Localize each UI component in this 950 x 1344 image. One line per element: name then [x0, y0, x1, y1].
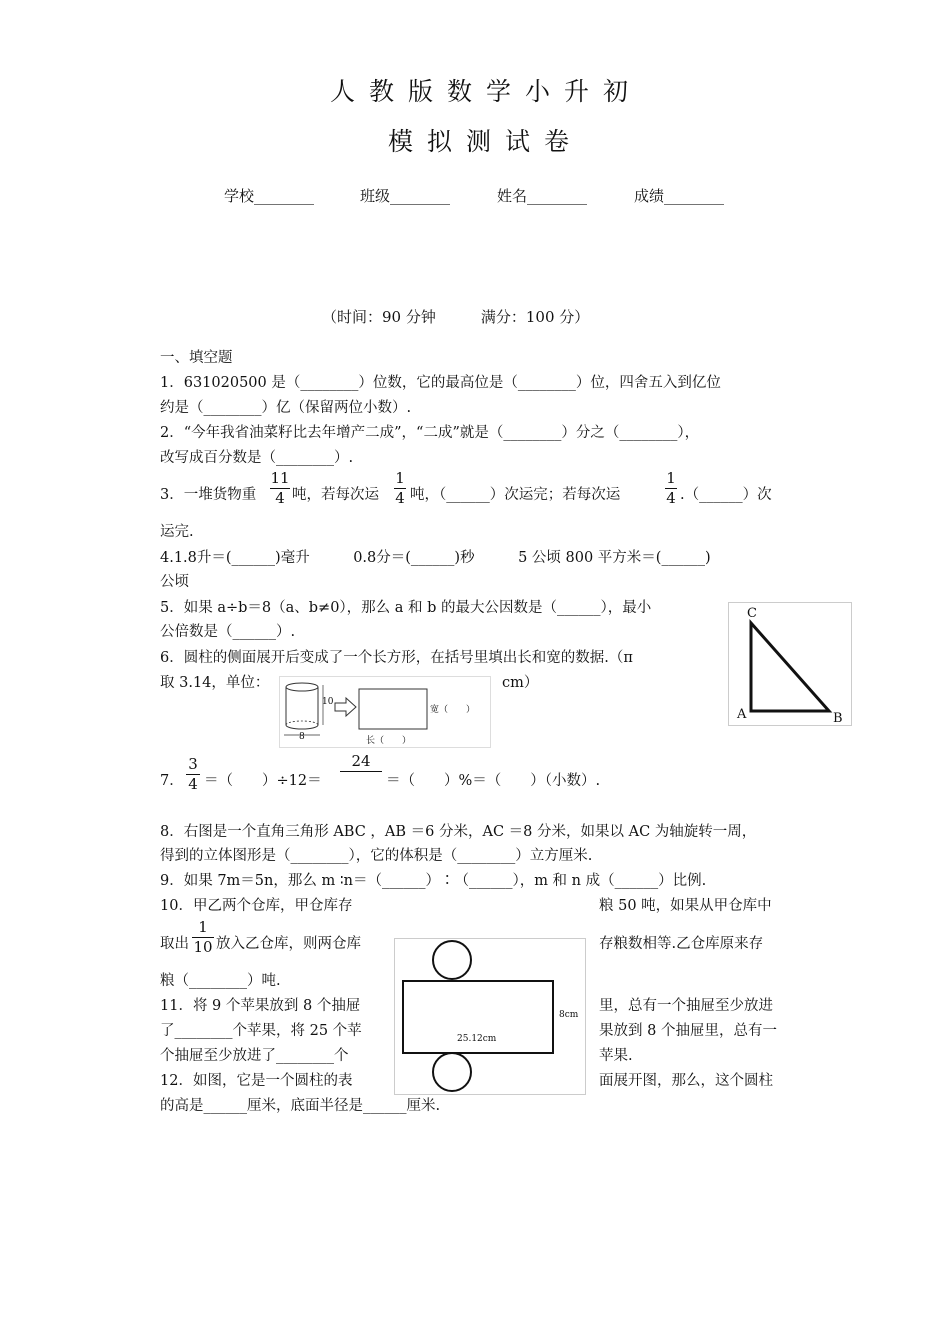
net-bottom-circle	[433, 1053, 471, 1091]
field-score[interactable]: 成绩________	[634, 187, 725, 205]
q11-line2-right: 果放到 8 个抽屉里，总有一	[599, 1023, 777, 1039]
cylinder-height-label: 10	[322, 697, 334, 707]
q3-line2: 运完.	[160, 524, 194, 540]
q1-line2: 约是（________）亿（保留两位小数）.	[160, 400, 412, 416]
q7-part1: 7．	[160, 773, 184, 789]
q12-line2: 的高是______厘米，底面半径是______厘米.	[160, 1098, 441, 1114]
field-class[interactable]: 班级________	[360, 187, 451, 205]
q10-line2-right: 存粮数相等.乙仓库原来存	[599, 936, 764, 952]
q2-line2: 改写成百分数是（________）.	[160, 450, 354, 466]
q7-part3: ＝（ ）%＝（ ）（小数）.	[386, 773, 601, 789]
q5-line1: 5．如果 a÷b＝8（a、b≠0），那么 a 和 b 的最大公因数是（______），最小	[160, 600, 652, 616]
triangle-label-b: B	[833, 711, 843, 726]
q4-line2: 公顷	[160, 574, 189, 590]
q1-line1: 1．631020500 是（________）位数，它的最高位是（________）位，四舍五入到亿位	[160, 375, 721, 391]
q11-line3-right: 苹果.	[599, 1048, 633, 1064]
q3-fraction-2	[394, 470, 406, 507]
q6-line1: 6．圆柱的侧面展开后变成了一个长方形，在括号里填出长和宽的数据.（π	[160, 650, 633, 666]
triangle-diagram	[729, 603, 851, 725]
cylinder-unfold-figure	[279, 676, 491, 748]
q7-part2: ＝（ ）÷12＝	[204, 773, 322, 789]
triangle-label-a: A	[737, 707, 747, 722]
net-width-label: 25.12cm	[457, 1034, 497, 1044]
q10-fraction-num: 1	[198, 918, 208, 936]
q3-fraction-3	[665, 470, 677, 507]
q11-line1-right: 里，总有一个抽屉至少放进	[599, 998, 773, 1014]
q3-part4: .（______）次	[680, 487, 772, 503]
section-heading: 一、填空题	[160, 350, 233, 366]
q10-line2-left-a: 取出	[160, 936, 189, 952]
triangle-label-c: C	[747, 606, 757, 621]
q3-fraction-1-num: 11	[270, 469, 290, 487]
q3-fraction-2-num: 1	[395, 469, 405, 487]
triangle-shape	[751, 623, 829, 711]
field-school[interactable]: 学校________	[224, 187, 315, 205]
q12-line1-left: 12．如图，它是一个圆柱的表	[160, 1073, 353, 1089]
net-height-label: 8cm	[559, 1010, 579, 1020]
q3-fraction-1-den: 4	[275, 489, 285, 507]
q8-line1: 8．右图是一个直角三角形 ABC ，AB ＝6 分米，AC ＝8 分米，如果以 AC 为轴旋转一周，	[160, 824, 757, 840]
q3-part3: 吨，（______）次运完；若每次运	[410, 487, 621, 503]
q6-line2: 取 3.14，单位：	[160, 675, 270, 691]
q10-fraction	[192, 919, 214, 956]
q7-fraction-1	[186, 756, 200, 793]
q3-part1: 3．一堆货物重	[160, 487, 257, 503]
cylinder-net-figure	[394, 938, 586, 1095]
q10-fraction-den: 10	[193, 938, 213, 956]
time-info: （时间：90 分钟 满分：100 分）	[322, 308, 590, 326]
net-top-circle	[433, 941, 471, 979]
q5-line2: 公倍数是（______）.	[160, 624, 296, 640]
page-subtitle: 模拟测试卷	[388, 127, 584, 156]
triangle-figure	[728, 602, 852, 726]
rect-width-label: 宽（ ）	[430, 705, 476, 715]
q7-fraction-1-den: 4	[188, 775, 198, 793]
q10-line3: 粮（________）吨.	[160, 973, 281, 989]
field-name[interactable]: 姓名________	[497, 187, 588, 205]
q10-line1-right: 粮 50 吨，如果从甲仓库中	[599, 898, 772, 914]
q3-fraction-1	[270, 470, 290, 507]
q10-line1-left: 10．甲乙两个仓库，甲仓库存	[160, 898, 353, 914]
q8-line2: 得到的立体图形是（________），它的体积是（________）立方厘米.	[160, 848, 593, 864]
q3-fraction-3-num: 1	[666, 469, 676, 487]
rect-length-label: 长（ ）	[366, 736, 412, 746]
q9-line: 9．如果 7m＝5n，那么 m ∶n＝（______）∶（______），m 和 n 成（______）比例.	[160, 873, 707, 889]
q7-fraction-2-num: 24	[351, 752, 371, 770]
q7-fraction-1-num: 3	[188, 755, 198, 773]
q11-line1-left: 11．将 9 个苹果放到 8 个抽屉	[160, 998, 361, 1014]
q6-unit: cm）	[502, 675, 539, 691]
cylinder-diameter-label: 8	[299, 732, 305, 742]
q3-part2: 吨，若每次运	[292, 487, 379, 503]
q12-line1-right: 面展开图，那么，这个圆柱	[599, 1073, 773, 1089]
q3-fraction-2-den: 4	[395, 489, 405, 507]
q7-fraction-2	[340, 753, 382, 773]
q10-line2-left-b: 放入乙仓库，则两仓库	[216, 936, 361, 952]
q3-fraction-3-den: 4	[666, 489, 676, 507]
page-title: 人教版数学小升初	[330, 77, 643, 106]
q11-line2-left: 了________个苹果，将 25 个苹	[160, 1023, 362, 1039]
cylinder-net-diagram	[395, 939, 585, 1094]
q4-line1: 4.1.8升＝(______)毫升 0.8分＝(______)秒 5 公顷 800 平方米＝(______)	[160, 550, 711, 566]
fraction-bar	[340, 771, 382, 772]
q2-line1: 2．“今年我省油菜籽比去年增产二成”，“二成”就是（________）分之（________），	[160, 425, 700, 441]
q11-line3-left: 个抽屉至少放进了________个	[160, 1048, 349, 1064]
